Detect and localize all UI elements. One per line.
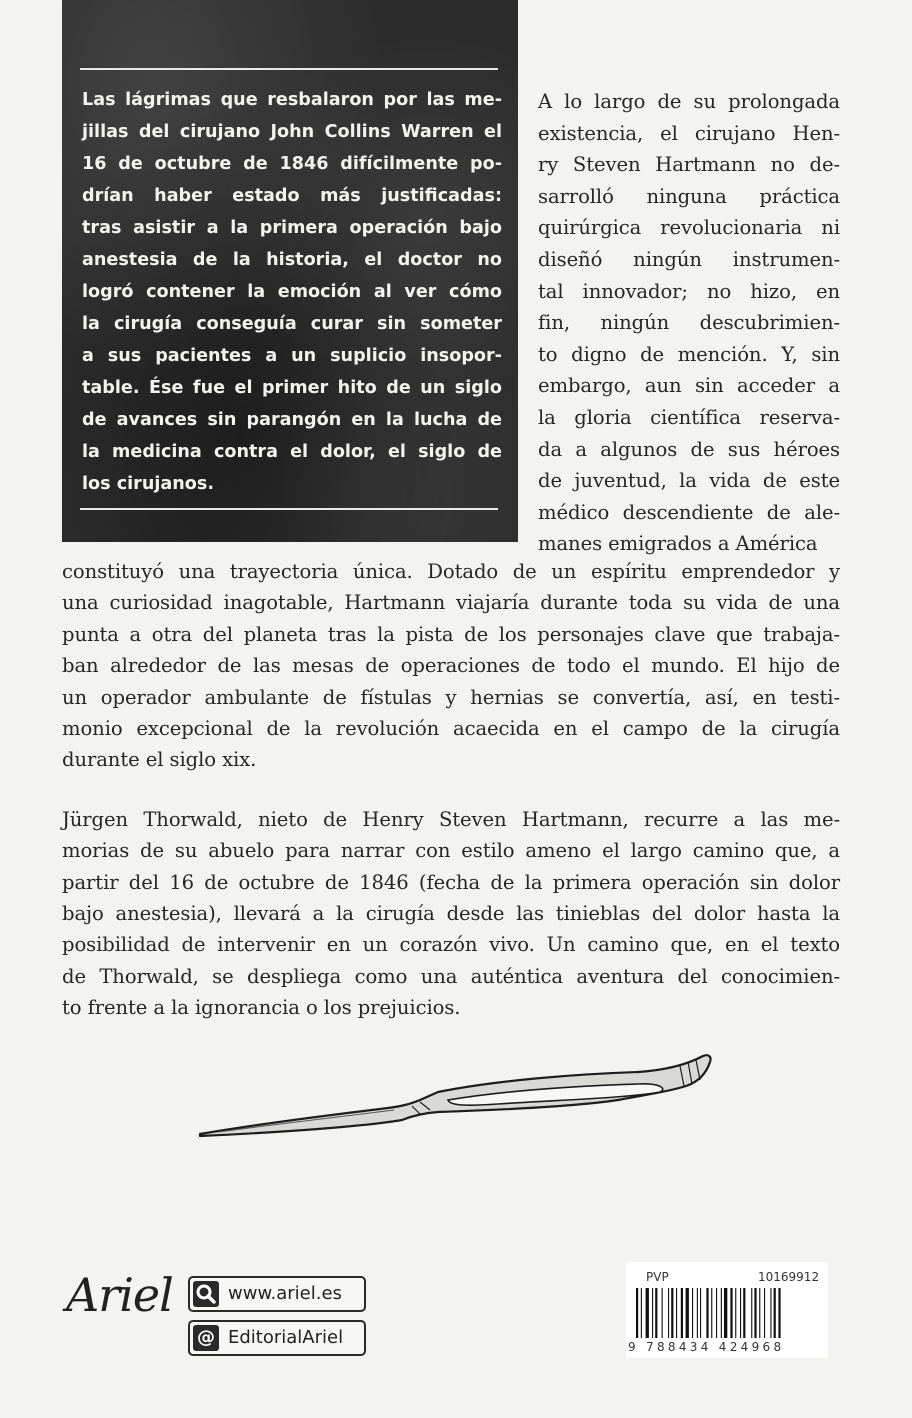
inset-blurb-line: de avances sin parangón en la lucha de — [82, 410, 502, 430]
barcode-bar — [778, 1288, 780, 1338]
synopsis-line: quirúrgica revolucionaria ni — [538, 216, 840, 240]
inset-bottom-rule — [80, 508, 498, 510]
pvp-code: 10169912 — [758, 1270, 820, 1284]
barcode-bar — [711, 1288, 712, 1338]
barcode-bar — [662, 1288, 663, 1338]
publisher-logo: Ariel — [66, 1268, 173, 1322]
synopsis-line: de juventud, la vida de este — [538, 469, 840, 493]
synopsis-line: da a algunos de sus héroes — [538, 437, 840, 461]
barcode-bar — [636, 1288, 638, 1338]
inset-blurb-line: la medicina contra el dolor, el siglo de — [82, 442, 502, 462]
inset-blurb-line: jillas del cirujano John Collins Warren el — [82, 122, 502, 142]
inset-blurb-line: drían haber estado más justificadas: — [82, 186, 502, 206]
synopsis-line: médico descendiente de ale- — [538, 500, 840, 524]
inset-blurb-line: table. Ése fue el primer hito de un siglo — [82, 378, 502, 398]
barcode-bar — [646, 1288, 649, 1338]
isbn-digits: 9 788434 424968 — [628, 1340, 785, 1354]
search-icon — [193, 1281, 219, 1307]
synopsis-line: ry Steven Hartmann no de- — [538, 153, 840, 177]
inset-blurb-line: 16 de octubre de 1846 difícilmente po- — [82, 154, 502, 174]
synopsis-line: manes emigrados a América — [538, 532, 818, 556]
barcode-bar — [721, 1288, 722, 1338]
inset-blurb-line: la cirugía conseguía curar sin someter — [82, 314, 502, 334]
synopsis-line: un operador ambulante de fístulas y hernias se convertía, así, en testi- — [62, 685, 840, 709]
synopsis-line: constituyó una trayectoria única. Dotado de un espíritu emprendedor y — [62, 560, 840, 583]
website-link[interactable]: www.ariel.es — [228, 1283, 342, 1304]
barcode-bar — [681, 1288, 683, 1338]
inset-blurb-line: logró contener la emoción al ver cómo — [82, 282, 502, 302]
synopsis-line: una curiosidad inagotable, Hartmann viajaría durante toda su vida de una — [62, 591, 840, 615]
synopsis-line: embargo, aun sin acceder a — [538, 374, 840, 398]
synopsis-line: to frente a la ignorancia o los prejuicios. — [62, 995, 461, 1019]
synopsis-line: monio excepcional de la revolución acaecida en el campo de la cirugía — [62, 717, 840, 740]
barcode-bar — [668, 1288, 669, 1338]
website-badge[interactable] — [188, 1276, 366, 1312]
barcode-icon — [636, 1288, 824, 1338]
pvp-label: PVP — [646, 1270, 669, 1284]
barcode-bar — [716, 1288, 717, 1338]
synopsis-line: durante el siglo xix. — [62, 748, 257, 772]
scalpel-icon — [198, 1050, 718, 1140]
barcode-bar — [751, 1288, 752, 1338]
inset-blurb-line: tras asistir a la primera operación bajo — [82, 218, 502, 238]
synopsis-line: de Thorwald, se despliega como una auténtica aventura del conocimien- — [62, 964, 840, 988]
barcode-bar — [671, 1288, 673, 1338]
synopsis-line: fin, ningún descubrimien- — [538, 311, 840, 335]
inset-blurb-text — [82, 84, 502, 500]
synopsis-line: diseñó ningún instrumen- — [538, 248, 840, 271]
synopsis-line: partir del 16 de octubre de 1846 (fecha de la primera operación sin dolor — [62, 870, 840, 894]
barcode-bar — [743, 1288, 745, 1338]
barcode-bar — [700, 1288, 701, 1338]
synopsis-line: morias de su abuelo para narrar con estilo ameno el largo camino que, a — [62, 839, 840, 863]
barcode-bar — [724, 1288, 727, 1338]
inset-blurb-line: los cirujanos. — [82, 474, 215, 494]
barcode-bar — [697, 1288, 698, 1338]
synopsis-line: sarrolló ninguna práctica — [538, 184, 840, 208]
barcode-bar — [770, 1288, 771, 1338]
barcode-bar — [774, 1288, 776, 1338]
barcode-bar — [686, 1288, 689, 1338]
inset-blurb-box — [62, 0, 518, 542]
synopsis-line: to digno de mención. Y, sin — [538, 342, 840, 366]
barcode-bar — [641, 1288, 642, 1338]
barcode-bar — [759, 1288, 760, 1338]
synopsis-line: posibilidad de intervenir en un corazón vivo. Un camino que, en el texto — [62, 933, 840, 957]
at-icon: @ — [193, 1325, 219, 1351]
barcode-bar — [730, 1288, 732, 1338]
barcode-bar — [676, 1288, 677, 1338]
inset-blurb-line: Las lágrimas que resbalaron por las me- — [82, 90, 502, 110]
synopsis-line: ban alrededor de las mesas de operaciones de todo el mundo. El hijo de — [62, 654, 840, 678]
barcode-bar — [735, 1288, 736, 1338]
synopsis-line: bajo anestesia), llevará a la cirugía desde las tinieblas del dolor hasta la — [62, 901, 840, 925]
social-handle[interactable]: EditorialAriel — [228, 1327, 344, 1348]
barcode-bar — [655, 1288, 657, 1338]
barcode-bar — [764, 1288, 765, 1338]
synopsis-line: A lo largo de su prolongada — [538, 90, 840, 113]
inset-top-rule — [80, 68, 498, 70]
synopsis-line: existencia, el cirujano Hen- — [538, 121, 840, 145]
synopsis-line: punta a otra del planeta tras la pista de los personajes clave que trabaja- — [62, 622, 840, 646]
synopsis-line: Jürgen Thorwald, nieto de Henry Steven Hartmann, recurre a las me- — [62, 808, 840, 831]
inset-blurb-line: a sus pacientes a un suplicio insopor- — [82, 346, 502, 366]
barcode-bar — [706, 1288, 708, 1338]
barcode-bar — [740, 1288, 741, 1338]
social-badge[interactable] — [188, 1320, 366, 1356]
barcode-bar — [692, 1288, 693, 1338]
barcode-bar — [652, 1288, 653, 1338]
synopsis-line: la gloria científica reserva- — [538, 406, 840, 429]
synopsis-line: tal innovador; no hizo, en — [538, 279, 840, 303]
barcode-bar — [754, 1288, 756, 1338]
inset-blurb-line: anestesia de la historia, el doctor no — [82, 250, 502, 270]
